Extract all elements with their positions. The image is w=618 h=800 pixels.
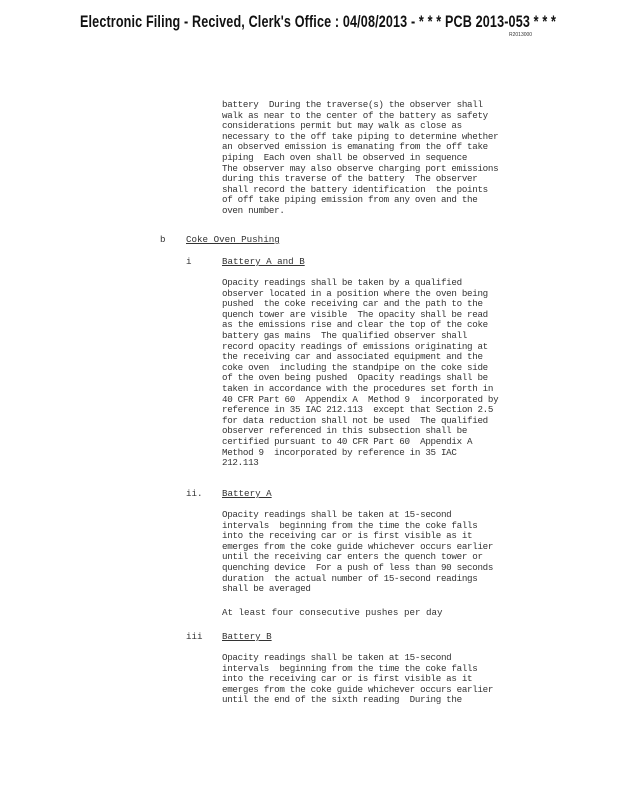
filing-header: Electronic Filing - Recived, Clerk's Office : 04/08/2013 - * * * PCB 2013-053 * * * [80,12,557,31]
section-b-marker: b [160,234,166,245]
item-ii-marker: ii. [186,488,203,499]
item-ii-title: Battery A [222,488,272,499]
item-ii-note: At least four consecutive pushes per day [222,607,443,618]
filing-stamp: R2013000 [509,32,533,38]
item-i-marker: i [186,256,192,267]
paragraph-traverse: battery During the traverse(s) the observer shall walk as near to the center of the battery as safety considerations permit but may walk as close as necessary to the off take piping to determine whether an observed emission is emanating from the off take piping Each oven shall be observed in sequence The observer may also observe charging port emissions during this traverse of the battery The observer shall record the battery identification the points of off take piping emission from any oven and the oven number. [222,99,499,216]
section-b-title: Coke Oven Pushing [186,234,280,245]
item-ii-body: Opacity readings shall be taken at 15-second intervals beginning from the time the coke falls into the receiving car or is first visible as it emerges from the coke guide whichever occurs earlier until the receiving car enters the quench tower or quenching device For a push of less than 90 seconds duration the actual number of 15-second readings shall be averaged [222,509,494,595]
item-iii-body: Opacity readings shall be taken at 15-second intervals beginning from the time the coke falls into the receiving car or is first visible as it emerges from the coke guide whichever occurs earlier until the end of the sixth reading During the [222,652,494,706]
item-i-body: Opacity readings shall be taken by a qualified observer located in a position where the oven being pushed the coke receiving car and the path to the quench tower are visible The opacity shall be read as the emissions rise and clear the top of the coke battery gas mains The qualified observer shall record opacity readings of emissions originating at the receiving car and associated equipment and the coke oven including the standpipe on the coke side of the oven being pushed Opacity readings shall be taken in accordance with the procedures set forth in 40 CFR Part 60 Appendix A Method 9 incorporated by reference in 35 IAC 212.113 except that Section 2.5 for data reduction shall not be used The qualified observer referenced in this subsection shall be certified pursuant to 40 CFR Part 60 Appendix A Method 9 incorporated by reference in 35 IAC 212.113 [222,277,499,469]
item-iii-title: Battery B [222,631,272,642]
item-i-title: Battery A and B [222,256,305,267]
item-iii-marker: iii [186,631,203,642]
